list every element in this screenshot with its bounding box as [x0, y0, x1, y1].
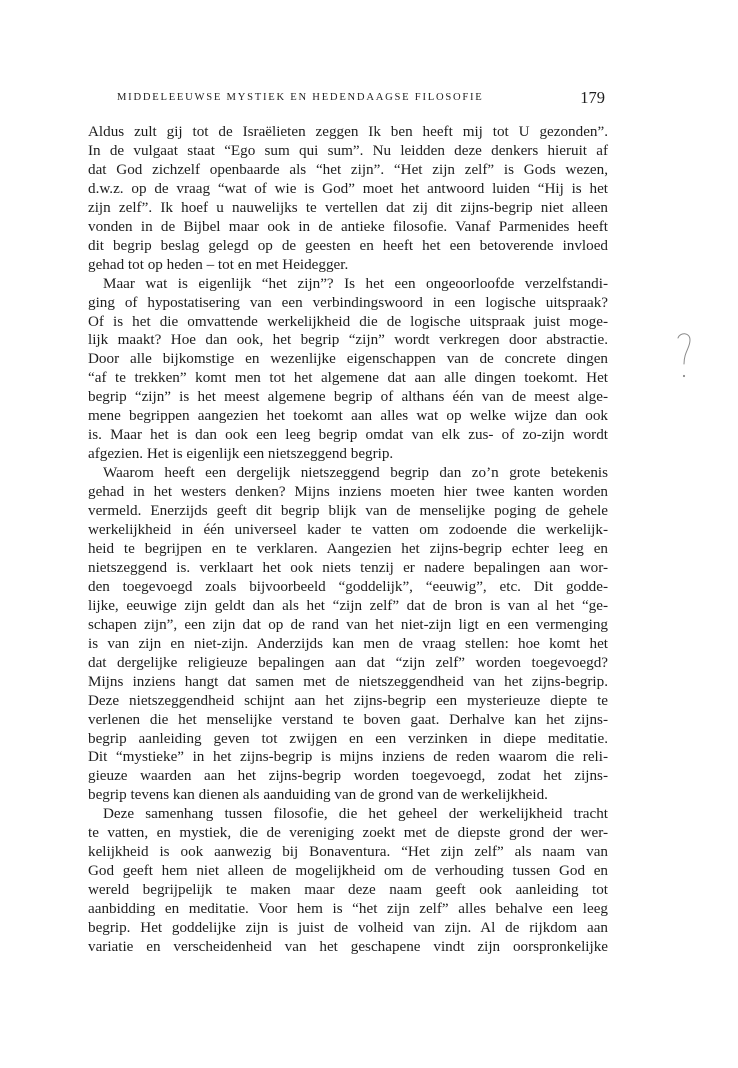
text-line: kelijkheid is ook aanwezig bij Bonaventura. “Het zijn zelf” als naam van	[88, 843, 608, 861]
page-number: 179	[580, 88, 605, 107]
text-line: begrip “zijn” is het meest algemene begrip of althans één van de meest alge-	[88, 388, 608, 406]
text-line: ging of hypostatisering van een verbindingswoord in een logische uitspraak?	[88, 293, 608, 311]
text-line: dat God zichzelf openbaarde als “het zijn”. “Het zijn zelf” is Gods wezen,	[88, 160, 608, 178]
running-title: MIDDELEEUWSE MYSTIEK EN HEDENDAAGSE FILOSOFIE	[117, 92, 484, 103]
text-line: te vatten, en mystiek, die de vereniging zoekt met de diepste grond der wer-	[88, 824, 608, 842]
text-line: heid te begrijpen en te verklaren. Aangezien het zijns-begrip echter leeg en	[88, 539, 608, 557]
text-line: werkelijkheid in één universeel kader te vatten om zodoende die werkelijk-	[88, 521, 608, 539]
text-line: nietszeggend is. verklaart het ook niets tenzij er nadere bepalingen aan wor-	[88, 558, 608, 576]
text-line: mene begrippen aangezien het toekomt aan alles wat op welke wijze dan ook	[88, 407, 608, 425]
question-mark-dot	[683, 375, 685, 377]
text-line: begrip tevens kan dienen als aanduiding van de grond van de werkelijkheid.	[88, 786, 548, 804]
question-mark-stroke	[678, 334, 690, 364]
text-line: Dit “mystieke” in het zijns-begrip is mijns inziens de reden waarom die reli-	[88, 748, 608, 766]
text-line: variatie en verscheidenheid van het geschapene vindt zijn oorspronkelijke	[88, 937, 608, 955]
text-line: aanbidding en meditatie. Voor hem is “het zijn zelf” alles behalve een leeg	[88, 900, 608, 918]
text-line: vermeld. Enerzijds geeft dit begrip blijk van de menselijke poging de gehele	[88, 502, 608, 520]
question-mark-icon	[672, 328, 698, 388]
text-line: is van zijn en niet-zijn. Anderzijds kan men de vraag stellen: hoe komt het	[88, 634, 608, 652]
text-line: wereld begrijpelijk te maken maar deze naam geeft ook aanleiding tot	[88, 881, 608, 899]
text-line: den toegevoegd zoals bijvoorbeeld “goddelijk”, “eeuwig”, etc. Dit godde-	[88, 577, 608, 595]
text-line: gehad in het westers denken? Mijns inziens moeten hier twee kanten worden	[88, 483, 608, 501]
text-line: Door alle bijkomstige en wezenlijke eigenschappen van de concrete dingen	[88, 350, 608, 368]
text-line: Of is het die omvattende werkelijkheid die de logische uitspraak juist moge-	[88, 312, 608, 330]
text-line: is. Maar het is dan ook een leeg begrip omdat van elk zus- of zo-zijn wordt	[88, 426, 608, 444]
text-line: Deze nietszeggendheid schijnt aan het zijns-begrip een mysterieuze diepte te	[88, 691, 608, 709]
text-line: verlenen die het menselijke verstand te boven gaat. Derhalve kan het zijns-	[88, 710, 608, 728]
text-line: Aldus zult gij tot de Israëlieten zeggen Ik ben heeft mij tot U gezonden”.	[88, 123, 608, 140]
body-text	[88, 123, 608, 957]
text-line: Deze samenhang tussen filosofie, die het geheel der werkelijkheid tracht	[103, 805, 608, 823]
text-line: lijk maakt? Hoe dan ook, het begrip “zijn” wordt verkregen door abstractie.	[88, 331, 608, 349]
text-line: God geeft hem niet alleen de mogelijkheid om de verhouding tussen God en	[88, 862, 608, 880]
text-line: dit begrip beslag gelegd op de geesten en heeft het een betoverende invloed	[88, 236, 608, 254]
text-line: lijke, eeuwige zijn geldt dan als het “zijn zelf” dat de bron is van al het “ge-	[88, 596, 608, 614]
text-line: “af te trekken” komt men tot het algemene dat aan alle dingen toekomt. Het	[88, 369, 608, 387]
text-line: dat dergelijke religieuze bepalingen aan dat “zijn zelf” worden toegevoegd?	[88, 653, 608, 671]
text-line: In de vulgaat staat “Ego sum qui sum”. Nu leidden deze denkers hieruit af	[88, 141, 608, 159]
text-line: begrip. Het goddelijke zijn is juist de volheid van zijn. Al de rijkdom aan	[88, 919, 608, 937]
text-line: Mijns inziens hangt dat samen met de nietszeggendheid van het zijns-begrip.	[88, 672, 608, 690]
running-head	[117, 88, 605, 110]
text-line: afgezien. Het is eigenlijk een nietszeggend begrip.	[88, 445, 394, 463]
pencil-question-mark-annotation	[672, 328, 698, 388]
text-line: Waarom heeft een dergelijk nietszeggend begrip dan zo’n grote betekenis	[103, 464, 608, 482]
text-line: zijn zelf”. Ik hoef u nauwelijks te vertellen dat zij dit zijns-begrip niet alleen	[88, 198, 608, 216]
text-line: gieuze waarden aan het zijns-begrip worden toegevoegd, zodat het zijns-	[88, 767, 608, 785]
text-line: d.w.z. op de vraag “wat of wie is God” moet het antwoord luiden “Hij is het	[88, 179, 608, 197]
text-line: Maar wat is eigenlijk “het zijn”? Is het een ongeoorloofde verzelfstandi-	[103, 274, 608, 292]
text-line: gehad tot op heden – tot en met Heidegger.	[88, 255, 349, 273]
text-line: schapen zijn”, een zijn dat op de rand van het niet-zijn ligt en een vermenging	[88, 615, 608, 633]
text-line: begrip aanleiding geven tot zwijgen en een verzinken in diepe meditatie.	[88, 729, 608, 747]
text-line: vonden in de Bijbel maar ook in de antieke filosofie. Vanaf Parmenides heeft	[88, 217, 608, 235]
